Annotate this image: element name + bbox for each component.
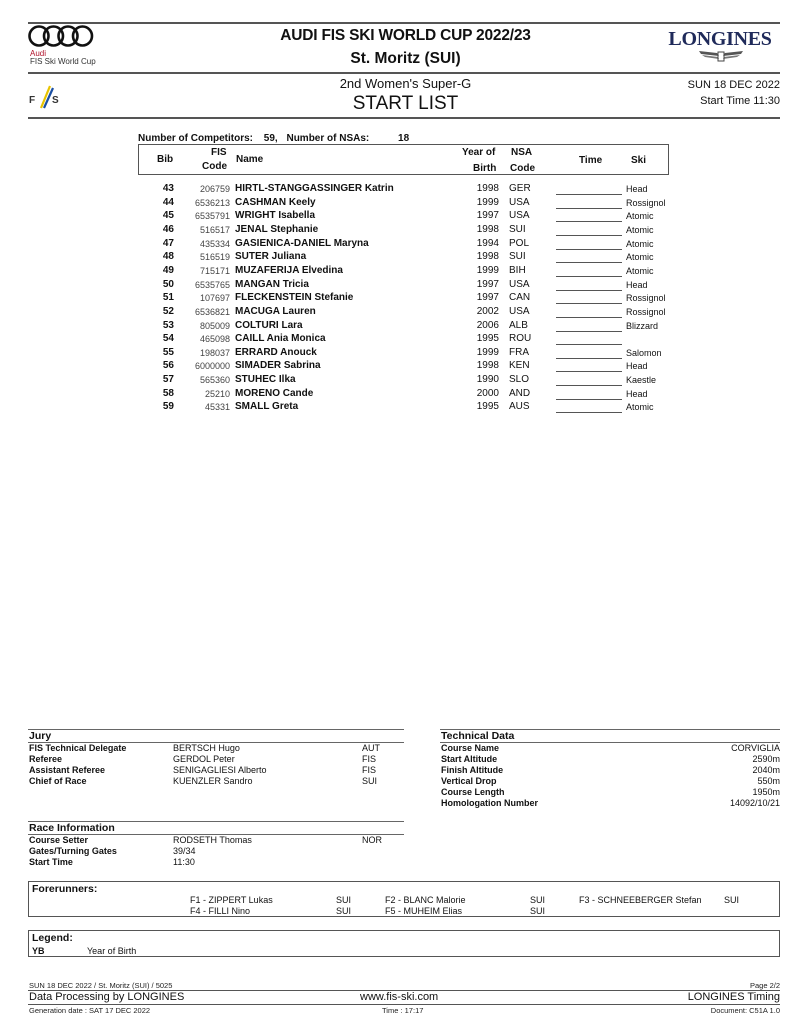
time-blank-line [556,194,622,195]
fis-code: 45331 [204,402,230,413]
table-row [138,306,678,320]
nsa-code: FRA [509,346,529,358]
footer-generation-date: Generation date : SAT 17 DEC 2022 [29,1006,151,1015]
legend-box [28,930,780,957]
athlete-name: WRIGHT Isabella [235,210,316,222]
year-of-birth: 1999 [476,264,499,276]
nsa-code: SLO [509,374,530,386]
bib-number: 45 [162,210,174,222]
year-of-birth: 1997 [476,278,499,290]
time-blank-line [556,290,622,291]
nsa-code: GER [509,183,531,194]
event-series-title: AUDI FIS SKI WORLD CUP 2022/23 [280,27,531,44]
time-blank-line [556,399,622,400]
fis-code: 6535791 [194,211,230,222]
forerunner-name: F2 - BLANC Malorie [385,895,466,905]
time-blank-line [556,371,622,372]
col-fis-code-top: FIS [211,147,227,158]
ski-brand: Atomic [626,402,654,413]
year-of-birth: 1998 [476,360,499,372]
table-row [138,279,678,293]
col-ski: Ski [631,155,647,166]
col-bib: Bib [157,154,174,165]
athlete-name: COLTURI Lara [235,319,303,331]
table-row [138,238,678,252]
athlete-name: JENAL Stephanie [235,223,319,235]
jury-nation: SUI [362,776,378,786]
legend-abbr: YB [32,946,45,956]
ski-brand: Atomic [626,265,654,276]
bib-number: 51 [162,292,174,304]
event-name: 2nd Women's Super-G [339,76,472,91]
table-row [138,251,678,265]
technical-title: Technical Data [441,730,515,742]
nsa-code: SUI [509,251,526,263]
header-mid-rule [28,72,780,74]
year-of-birth: 1997 [476,292,499,304]
athlete-name: SIMADER Sabrina [235,360,321,372]
athlete-name: MORENO Cande [235,387,314,399]
footer-timing: LONGINES Timing [687,991,780,1003]
nsa-code: SUI [509,223,526,235]
nsa-code: USA [509,278,530,290]
athlete-name: SMALL Greta [235,401,299,413]
table-row [138,401,678,415]
longines-logo-text: LONGINES [668,28,772,50]
bib-number: 54 [162,333,174,345]
athlete-name: GASIENICA-DANIEL Maryna [235,237,369,249]
nsa-code: USA [509,196,530,208]
forerunner-nation: SUI [724,895,740,905]
technical-value: 550m [757,776,780,786]
nsa-code: AND [509,387,531,399]
col-nsa-top: NSA [511,147,533,158]
jury-top-rule [28,729,404,730]
jury-role: Assistant Referee [29,765,106,775]
bib-number: 46 [162,223,174,235]
bib-number: 53 [162,319,174,331]
competitors-value: 59, [263,133,278,144]
ski-brand: Blizzard [626,320,659,331]
footer-document-code: Document: C51A 1.0 [710,1006,780,1015]
col-yob-bottom: Birth [473,163,497,174]
ski-brand: Head [626,388,648,399]
race-info-label: Course Setter [29,835,89,845]
technical-label: Homologation Number [441,798,538,808]
ski-brand: Rossignol [626,293,666,304]
forerunner-name: F3 - SCHNEEBERGER Stefan [579,895,702,905]
athlete-name: MACUGA Lauren [235,305,316,317]
nsa-code: CAN [509,292,531,304]
time-blank-line [556,221,622,222]
bib-number: 49 [162,264,174,276]
fis-code: 198037 [199,347,230,358]
longines-wings-icon [697,48,745,62]
bib-number: 55 [162,346,174,358]
forerunner-nation: SUI [336,906,352,916]
jury-nation: AUT [362,743,380,753]
nsa-code: USA [509,305,530,317]
race-info-value: 39/34 [173,846,196,856]
header-bottom-rule [28,117,780,119]
table-row [138,197,678,211]
audi-brand-text: Audi [30,49,47,58]
race-info-value: 11:30 [173,857,195,867]
jury-name: BERTSCH Hugo [173,743,240,753]
year-of-birth: 2002 [476,305,499,317]
athlete-name: SUTER Juliana [235,251,307,263]
table-row [138,388,678,402]
technical-label: Vertical Drop [441,776,497,786]
technical-value: 14092/10/21 [729,798,780,808]
table-header [138,144,669,175]
ski-brand: Kaestle [626,375,657,386]
time-blank-line [556,303,622,304]
fis-code: 516517 [199,224,230,235]
ski-brand: Head [626,361,648,372]
forerunners-title: Forerunners: [32,883,98,895]
footer-processing: Data Processing by LONGINES [29,991,185,1003]
jury-role: Chief of Race [29,776,87,786]
nsa-code: BIH [509,264,526,276]
fis-code: 805009 [199,320,230,331]
jury-nation: FIS [362,754,377,764]
jury-name: SENIGAGLIESI Alberto [173,765,267,775]
ski-brand: Rossignol [626,197,666,208]
fis-code: 6535765 [194,279,230,290]
athlete-name: ERRARD Anouck [235,346,317,358]
fis-code: 435334 [199,238,230,249]
year-of-birth: 1995 [476,401,499,413]
bib-number: 56 [162,360,174,372]
race-info-value: RODSETH Thomas [173,835,252,845]
race-info-label: Gates/Turning Gates [29,846,117,856]
forerunner-name: F4 - FILLI Nino [190,906,251,916]
audi-rings-logo [28,24,94,48]
fis-code: 6536821 [194,306,230,317]
table-row [138,183,678,197]
time-blank-line [556,331,622,332]
year-of-birth: 1998 [476,183,499,194]
technical-label: Finish Altitude [441,765,504,775]
race-start-time: Start Time 11:30 [700,95,780,107]
athlete-name: MANGAN Tricia [235,278,309,290]
technical-value: CORVIGLIA [731,743,780,753]
fis-code: 6000000 [194,361,230,372]
col-yob-top: Year of [462,147,496,158]
competitors-label: Number of Competitors: [138,133,253,144]
venue-title: St. Moritz (SUI) [350,50,461,67]
time-blank-line [556,317,622,318]
technical-value: 2590m [752,754,780,764]
time-blank-line [556,235,622,236]
technical-label: Start Altitude [441,754,498,764]
athlete-name: CASHMAN Keely [235,196,316,208]
athlete-name: MUZAFERIJA Elvedina [235,264,343,276]
technical-label: Course Name [441,743,500,753]
footer-page-number: Page 2/2 [749,981,780,990]
fis-code: 25210 [204,388,230,399]
time-blank-line [556,249,622,250]
time-blank-line [556,262,622,263]
race-date: SUN 18 DEC 2022 [687,79,780,91]
nsa-code: USA [509,210,530,222]
ski-brand: Atomic [626,252,654,263]
athlete-name: FLECKENSTEIN Stefanie [235,292,354,304]
fis-code: 107697 [199,293,230,304]
jury-title: Jury [29,730,52,742]
bib-number: 44 [162,196,174,208]
table-row [138,347,678,361]
time-blank-line [556,385,622,386]
jury-nation: FIS [362,765,377,775]
footer-generation-time: Time : 17:17 [382,1006,424,1015]
athlete-name: HIRTL-STANGGASSINGER Katrin [235,183,394,194]
time-blank-line [556,358,622,359]
year-of-birth: 1990 [476,374,499,386]
jury-role: Referee [29,754,63,764]
bib-number: 52 [162,305,174,317]
year-of-birth: 1998 [476,251,499,263]
nsa-code: ROU [509,333,532,345]
year-of-birth: 1999 [476,196,499,208]
legend-meaning: Year of Birth [87,946,137,956]
nsa-code: KEN [509,360,530,372]
nsa-code: POL [509,237,530,249]
ski-brand: Head [626,279,648,290]
time-blank-line [556,344,622,345]
bib-number: 47 [162,237,174,249]
year-of-birth: 1994 [476,237,499,249]
time-blank-line [556,412,622,413]
nsas-value: 18 [398,133,410,144]
fis-code: 715171 [199,265,230,276]
jury-name: KUENZLER Sandro [173,776,253,786]
footer-website[interactable]: www.fis-ski.com [360,991,439,1003]
bib-number: 48 [162,251,174,263]
table-row [138,333,678,347]
col-nsa-bottom: Code [510,163,535,174]
bib-number: 57 [162,374,174,386]
technical-value: 2040m [752,765,780,775]
year-of-birth: 1998 [476,223,499,235]
legend-title: Legend: [32,932,73,944]
forerunner-nation: SUI [530,895,546,905]
year-of-birth: 2000 [476,387,499,399]
table-row [138,265,678,279]
table-row [138,292,678,306]
header-top-rule [28,22,780,24]
forerunner-name: F5 - MUHEIM Elias [385,906,463,916]
time-blank-line [556,208,622,209]
race-info-nation: NOR [362,835,382,845]
forerunner-name: F1 - ZIPPERT Lukas [190,895,273,905]
table-row [138,360,678,374]
audi-subtitle: FIS Ski World Cup [30,57,96,66]
fis-code: 206759 [199,184,230,194]
bib-number: 58 [162,387,174,399]
ski-brand: Head [626,184,648,194]
nsa-code: AUS [509,401,530,413]
table-row [138,320,678,334]
ski-brand: Rossignol [626,306,666,317]
col-name: Name [236,154,264,165]
ski-brand: Atomic [626,238,654,249]
ski-brand: Atomic [626,224,654,235]
jury-role: FIS Technical Delegate [29,743,127,753]
bib-number: 50 [162,278,174,290]
fis-code: 516519 [199,252,230,263]
svg-text:S: S [52,95,59,106]
year-of-birth: 1999 [476,346,499,358]
document-title: START LIST [352,93,459,114]
col-time: Time [579,155,603,166]
ski-brand: Atomic [626,211,654,222]
bib-number: 43 [162,183,174,194]
year-of-birth: 1997 [476,210,499,222]
fis-code: 6536213 [194,197,230,208]
ski-brand: Salomon [626,347,662,358]
jury-name: GERDOL Peter [173,754,235,764]
athlete-name: STUHEC Ilka [235,374,296,386]
nsa-code: ALB [509,319,528,331]
bib-number: 59 [162,401,174,413]
table-row [138,374,678,388]
forerunner-nation: SUI [336,895,352,905]
year-of-birth: 2006 [476,319,499,331]
forerunner-nation: SUI [530,906,546,916]
table-row [138,210,678,224]
race-info-label: Start Time [29,857,73,867]
athlete-name: CAILL Ania Monica [235,333,326,345]
fis-code: 565360 [199,375,230,386]
fis-code: 465098 [199,334,230,345]
year-of-birth: 1995 [476,333,499,345]
fis-logo [28,84,64,110]
footer-bottom-rule [28,1004,780,1005]
race-info-title: Race Information [29,822,115,834]
table-row [138,224,678,238]
competitor-summary [138,133,409,144]
technical-label: Course Length [441,787,505,797]
svg-text:F: F [29,95,36,106]
technical-value: 1950m [752,787,780,797]
nsas-label: Number of NSAs: [286,133,370,144]
col-fis-code-bottom: Code [202,161,227,172]
time-blank-line [556,276,622,277]
footer-reference: SUN 18 DEC 2022 / St. Moritz (SUI) / 5025 [29,981,173,990]
